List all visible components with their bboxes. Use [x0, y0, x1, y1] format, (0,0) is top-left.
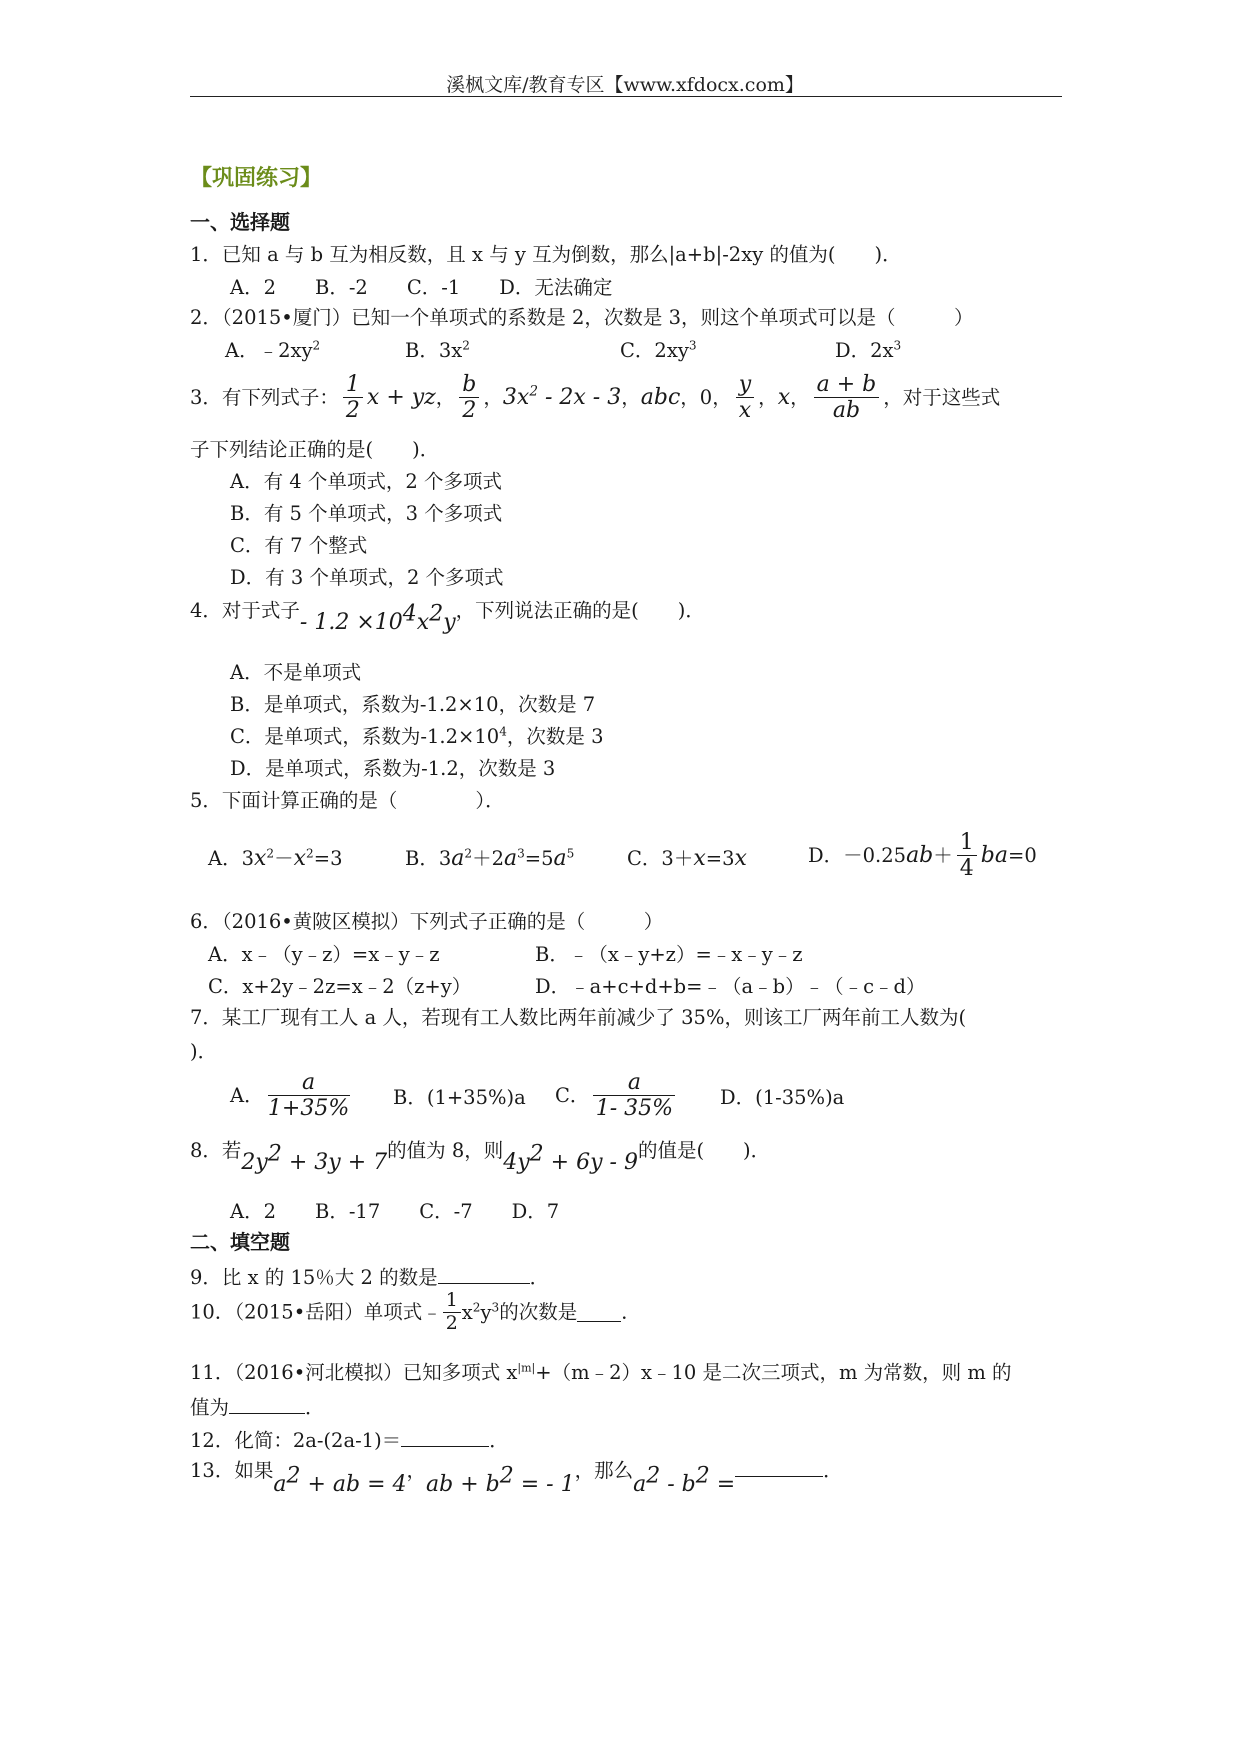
question-6: 6．（2016•黄陂区模拟）下列式子正确的是（ ） [190, 910, 664, 933]
question-3-label: 3．有下列式子： [190, 386, 339, 410]
question-13: 13．如果$a^2$ + ab = 4，ab + $b^2$ = - 1，那么$a^2 - b^2$ =． [190, 1459, 843, 1497]
question-3-option-d: D．有 3 个单项式，2 个多项式 [230, 566, 504, 589]
fraction-y-x: $\frac{y}{x}$ [736, 372, 754, 424]
fraction-b-2: $\frac{b}{2}$ [459, 372, 479, 424]
question-7-option-d: D．(1-35%)a [720, 1086, 845, 1109]
document-header: 溪枫文库/教育专区【www.xfdocx.com】 [446, 74, 804, 96]
question-3-option-c: C．有 7 个整式 [230, 534, 368, 557]
question-7-option-c: C． $\frac{a}{1- 35\%}$ [555, 1070, 679, 1122]
question-11-line2: 值为 ． [190, 1396, 325, 1419]
question-1: 1．已知 a 与 b 互为相反数，且 x 与 y 互为倒数，那么|a+b|-2xy 的值为( )． [190, 243, 902, 266]
question-9: 9．比 x 的 15％大 2 的数是 ． [190, 1266, 550, 1289]
question-7-option-b: B．(1+35%)a [393, 1086, 526, 1109]
question-2-option-a: A．$﹣2xy^2$ [225, 338, 321, 362]
question-12: 12．化简：2a-(2a-1)＝ ． [190, 1429, 509, 1452]
question-5-option-a: A．$3x^2-x^2=3$ [208, 846, 343, 871]
answer-blank [401, 1428, 489, 1447]
question-11: 11．（2016•河北模拟）已知多项式 $x^{|m|}+(m﹣2)x﹣10$ 是二次三项式，m 为常数，则 m 的 [190, 1361, 1012, 1384]
question-7-line2: )． [190, 1040, 218, 1063]
section-title: 【巩固练习】 [190, 166, 323, 191]
question-6-option-c: C．x+2y﹣2z=x﹣2（z+y） [208, 975, 472, 998]
answer-blank [735, 1458, 823, 1477]
question-5-option-c: C．3＋x=3x [627, 846, 747, 871]
question-7: 7．某工厂现有工人 a 人，若现有工人数比两年前减少了 35%，则该工厂两年前工人数为( [190, 1006, 967, 1029]
part2-title: 二、填空题 [190, 1230, 290, 1254]
question-5-option-b: B．$3a^2+2a^3=5a^5$ [405, 846, 575, 871]
question-1-options: A．2 B．-2 C．-1 D．无法确定 [230, 276, 613, 299]
question-6-option-a: A．x﹣（y﹣z）=x﹣y﹣z [208, 943, 440, 966]
question-4: 4．对于式子- $1.2 \times 10^4x^2y$，下列说法正确的是( )． [190, 599, 705, 635]
question-5-option-d: D．－0.25ab＋ $\frac{1}{4}$ ba=0 [808, 830, 1037, 882]
header-rule [190, 96, 1062, 97]
question-5: 5．下面计算正确的是（ ）． [190, 789, 505, 812]
question-3: 3．有下列式子： $\frac{1}{2}$ x + yz， $\frac{b}{2}$ ，$3x^2 - 2x - 3$，abc，0， $\frac{y}{x}$ ，x， $\frac{a + b}{ab}$ ，对于这些式 [190, 372, 1001, 424]
fraction-apb-ab: $\frac{a + b}{ab}$ [814, 372, 880, 424]
fraction-1-4: $\frac{1}{4}$ [957, 830, 977, 882]
question-3-option-b: B．有 5 个单项式，3 个多项式 [230, 502, 503, 525]
question-2-option-d: D．$2x^3$ [835, 338, 902, 362]
question-4-option-c: C．是单项式，系数为$-1.2\times 10^4$，次数是 3 [230, 724, 604, 748]
question-2-option-b: B．$3x^2$ [405, 338, 470, 362]
question-4-option-b: B．是单项式，系数为-1.2×10，次数是 7 [230, 693, 596, 716]
question-2: 2．（2015•厦门）已知一个单项式的系数是 2，次数是 3，则这个单项式可以是（ ） [190, 306, 974, 329]
fraction-1-2: $\frac{1}{2}$ [343, 372, 363, 424]
answer-blank [577, 1303, 621, 1322]
question-4-option-d: D．是单项式，系数为-1.2，次数是 3 [230, 757, 556, 780]
question-6-option-d: D．﹣a+c+d+b=﹣（a﹣b）﹣（﹣c﹣d） [535, 975, 926, 998]
question-8-options: A．2 B．-17 C．-7 D．7 [230, 1200, 560, 1223]
question-6-option-b: B．﹣（x﹣y+z）=﹣x﹣y﹣z [535, 943, 803, 966]
part1-title: 一、选择题 [190, 210, 290, 234]
question-10: 10．（2015•岳阳）单项式﹣ $\frac{1}{2}$ $x^2y^3$的次数是 ． [190, 1289, 641, 1334]
answer-blank [229, 1395, 305, 1414]
question-3-option-a: A．有 4 个单项式，2 个多项式 [230, 470, 502, 493]
question-8: 8．若$2y^2 + 3y + 7$的值为 8，则$4y^2 + 6y - 9$的值是( )． [190, 1139, 771, 1175]
question-4-option-a: A．不是单项式 [230, 661, 362, 684]
question-7-option-a: A． $\frac{a}{1+35\%}$ [230, 1070, 350, 1122]
question-3-line2: 子下列结论正确的是( )． [190, 438, 440, 461]
answer-blank [438, 1265, 530, 1284]
question-2-option-c: C．$2xy^3$ [620, 338, 697, 362]
